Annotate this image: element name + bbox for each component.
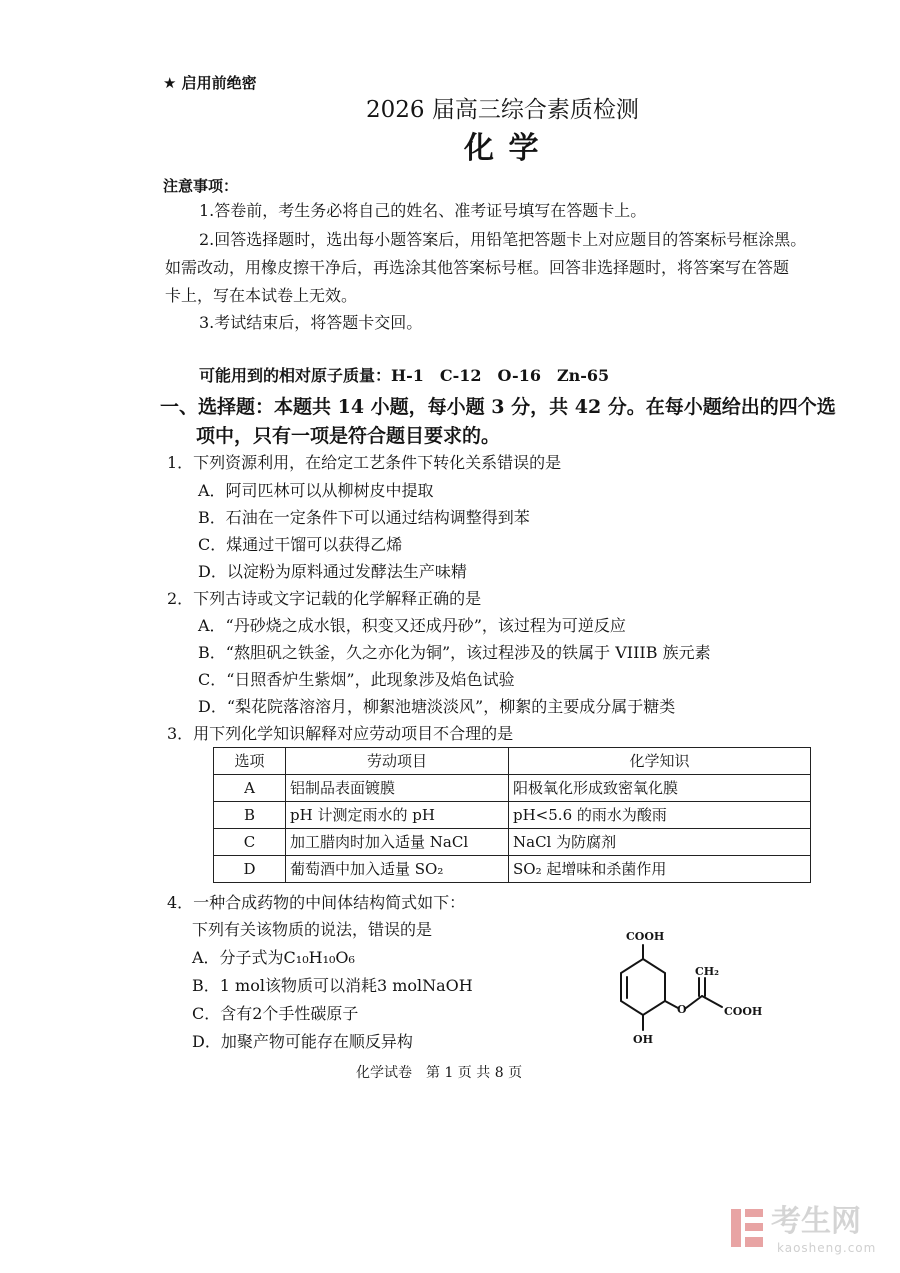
atomic-masses: 可能用到的相对原子质量：H-1 C-12 O-16 Zn-65 <box>199 366 610 385</box>
confidential-label: ★ 启用前绝密 <box>163 74 257 92</box>
question-4-option-b: B．1 mol该物质可以消耗3 molNaOH <box>192 976 473 995</box>
table-cell: C <box>214 829 286 856</box>
note-2-line-2: 如需改动，用橡皮擦干净后，再选涂其他答案标号框。回答非选择题时，将答案写在答题 <box>165 258 790 277</box>
question-4-option-a: A．分子式为C₁₀H₁₀O₆ <box>192 948 355 967</box>
table-cell: 阳极氧化形成致密氧化膜 <box>509 775 811 802</box>
ch2-label: CH₂ <box>695 965 719 978</box>
oh-label: OH <box>633 1033 653 1046</box>
question-1-stem: 1．下列资源利用，在给定工艺条件下转化关系错误的是 <box>167 453 562 472</box>
question-2-option-c: C．“日照香炉生紫烟”，此现象涉及焰色试验 <box>198 670 515 689</box>
question-1-option-a: A．阿司匹林可以从柳树皮中提取 <box>198 481 434 500</box>
question-4-option-c: C．含有2个手性碳原子 <box>192 1004 359 1023</box>
cooh-right-bond <box>702 996 722 1007</box>
question-2-option-d: D．“梨花院落溶溶月，柳絮池塘淡淡风”，柳絮的主要成分属于糖类 <box>198 697 676 716</box>
question-2-option-b: B．“熬胆矾之铁釜，久之亦化为铜”，该过程涉及的铁属于 VIIIB 族元素 <box>198 643 711 662</box>
o-label: O <box>677 1003 687 1016</box>
question-3-stem: 3．用下列化学知识解释对应劳动项目不合理的是 <box>167 724 514 743</box>
table-cell: 铝制品表面镀膜 <box>286 775 509 802</box>
watermark-brand: 考生网 <box>771 1204 861 1239</box>
table-row <box>214 802 811 829</box>
question-4-option-d: D．加聚产物可能存在顺反异构 <box>192 1032 413 1051</box>
page-footer: 化学试卷 第 1 页 共 8 页 <box>356 1065 523 1081</box>
question-1-option-d: D．以淀粉为原料通过发酵法生产味精 <box>198 562 467 581</box>
question-3-table <box>213 747 811 883</box>
section-heading-line-2: 项中，只有一项是符合题目要求的。 <box>196 425 501 447</box>
table-row <box>214 829 811 856</box>
note-1: 1.答卷前，考生务必将自己的姓名、准考证号填写在答题卡上。 <box>199 201 647 220</box>
table-cell: SO₂ 起增味和杀菌作用 <box>509 856 811 883</box>
table-cell: NaCl 为防腐剂 <box>509 829 811 856</box>
table-cell: 加工腊肉时加入适量 NaCl <box>286 829 509 856</box>
table-cell: A <box>214 775 286 802</box>
table-cell: pH<5.6 的雨水为酸雨 <box>509 802 811 829</box>
exam-title: 2026 届高三综合素质检测 <box>366 97 639 123</box>
question-2-option-a: A．“丹砂烧之成水银，积变又还成丹砂”，该过程为可逆反应 <box>198 616 626 635</box>
table-cell: pH 计测定雨水的 pH <box>286 802 509 829</box>
table-row <box>214 856 811 883</box>
table-cell: B <box>214 802 286 829</box>
question-2-stem: 2．下列古诗或文字记载的化学解释正确的是 <box>167 589 482 608</box>
table-header-cell: 劳动项目 <box>286 748 509 775</box>
table-row <box>214 775 811 802</box>
table-header-cell: 化学知识 <box>509 748 811 775</box>
table-header-row <box>214 748 811 775</box>
o-bond-right <box>686 996 702 1008</box>
subject-title: 化 学 <box>464 131 541 166</box>
molecular-structure <box>590 918 790 1058</box>
note-3: 3.考试结束后，将答题卡交回。 <box>199 313 423 332</box>
watermark-url: kaosheng.com <box>777 1241 877 1255</box>
question-4-subquestion: 下列有关该物质的说法，错误的是 <box>192 920 433 939</box>
cooh-top-label: COOH <box>626 930 665 943</box>
note-2-line-3: 卡上，写在本试卷上无效。 <box>165 286 358 305</box>
section-heading-line-1: 一、选择题：本题共 14 小题，每小题 3 分，共 42 分。在每小题给出的四个选 <box>160 396 836 418</box>
note-2-line-1: 2.回答选择题时，选出每小题答案后，用铅笔把答题卡上对应题目的答案标号框涂黑。 <box>199 230 807 249</box>
question-1-option-c: C．煤通过干馏可以获得乙烯 <box>198 535 403 554</box>
cooh-right-label: COOH <box>724 1005 763 1018</box>
table-cell: 葡萄酒中加入适量 SO₂ <box>286 856 509 883</box>
question-4-stem: 4．一种合成药物的中间体结构简式如下： <box>167 893 466 912</box>
kaosheng-logo-icon <box>729 1205 765 1251</box>
table-header-cell: 选项 <box>214 748 286 775</box>
notes-title: 注意事项： <box>163 177 239 195</box>
question-1-option-b: B．石油在一定条件下可以通过结构调整得到苯 <box>198 508 530 527</box>
table-cell: D <box>214 856 286 883</box>
